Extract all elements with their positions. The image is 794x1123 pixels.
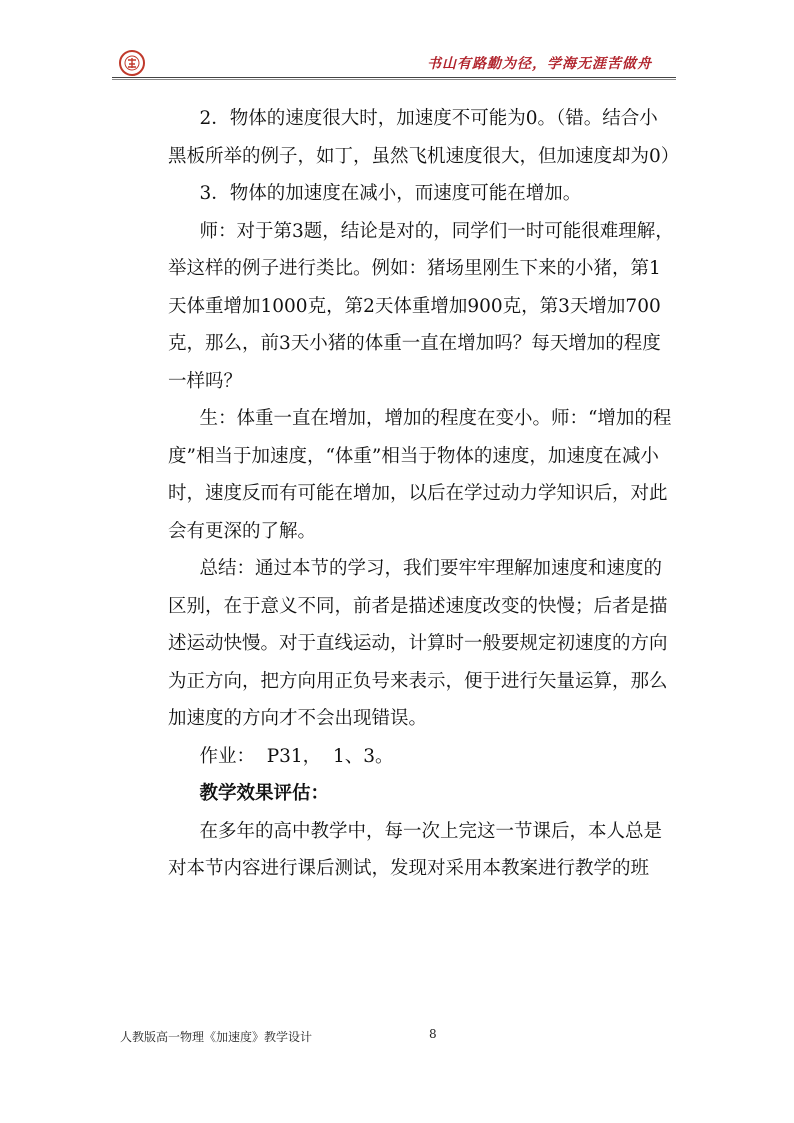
page-number: 8 [429,1027,437,1041]
seal-logo-icon [123,54,141,72]
header-rule-secondary [112,79,676,80]
header-logo [119,50,145,76]
document-body [168,100,680,888]
paragraph: 在多年的高中教学中，每一次上完这一节课后，本人总是对本节内容进行课后测试，发现对采用本教案进行教学的班 [168,820,662,879]
section-heading: 教学效果评估： [199,783,329,804]
paragraph: 3．物体的加速度在减小，而速度可能在增加。 [199,183,582,204]
paragraph: 生：体重一直在增加，增加的程度在变小。师：“增加的程度”相当于加速度，“体重”相当于物体的速度，加速度在减小时，速度反而有可能在增加，以后在学过动力学知识后，对此会有更深的了解。 [168,408,672,542]
homework-line: 作业： P31， 1、3。 [199,745,394,767]
header-rule [112,77,676,78]
paragraph: 师：对于第3题，结论是对的，同学们一时可能很难理解，举这样的例子进行类比。例如：猪场里刚生下来的小猪，第1天体重增加1000克，第2天体重增加900克，第3天增加700克，那么，前3天小猪的体重一直在增加吗？每天增加的程度一样吗？ [168,220,674,392]
footer-title: 人教版高一物理《加速度》教学设计 [120,1030,313,1044]
paragraph: 2．物体的速度很大时，加速度不可能为0。（错。结合小黑板所举的例子，如丁，虽然飞机速度很大，但加速度却为0） [168,108,680,167]
paragraph: 总结：通过本节的学习，我们要牢牢理解加速度和速度的区别，在于意义不同，前者是描述速度改变的快慢；后者是描述运动快慢。对于直线运动，计算时一般要规定初速度的方向为正方向，把方向用正负号来表示，便于进行矢量运算，那么加速度的方向才不会出现错误。 [168,558,668,729]
header-motto: 书山有路勤为径，学海无涯苦做舟 [427,56,652,72]
